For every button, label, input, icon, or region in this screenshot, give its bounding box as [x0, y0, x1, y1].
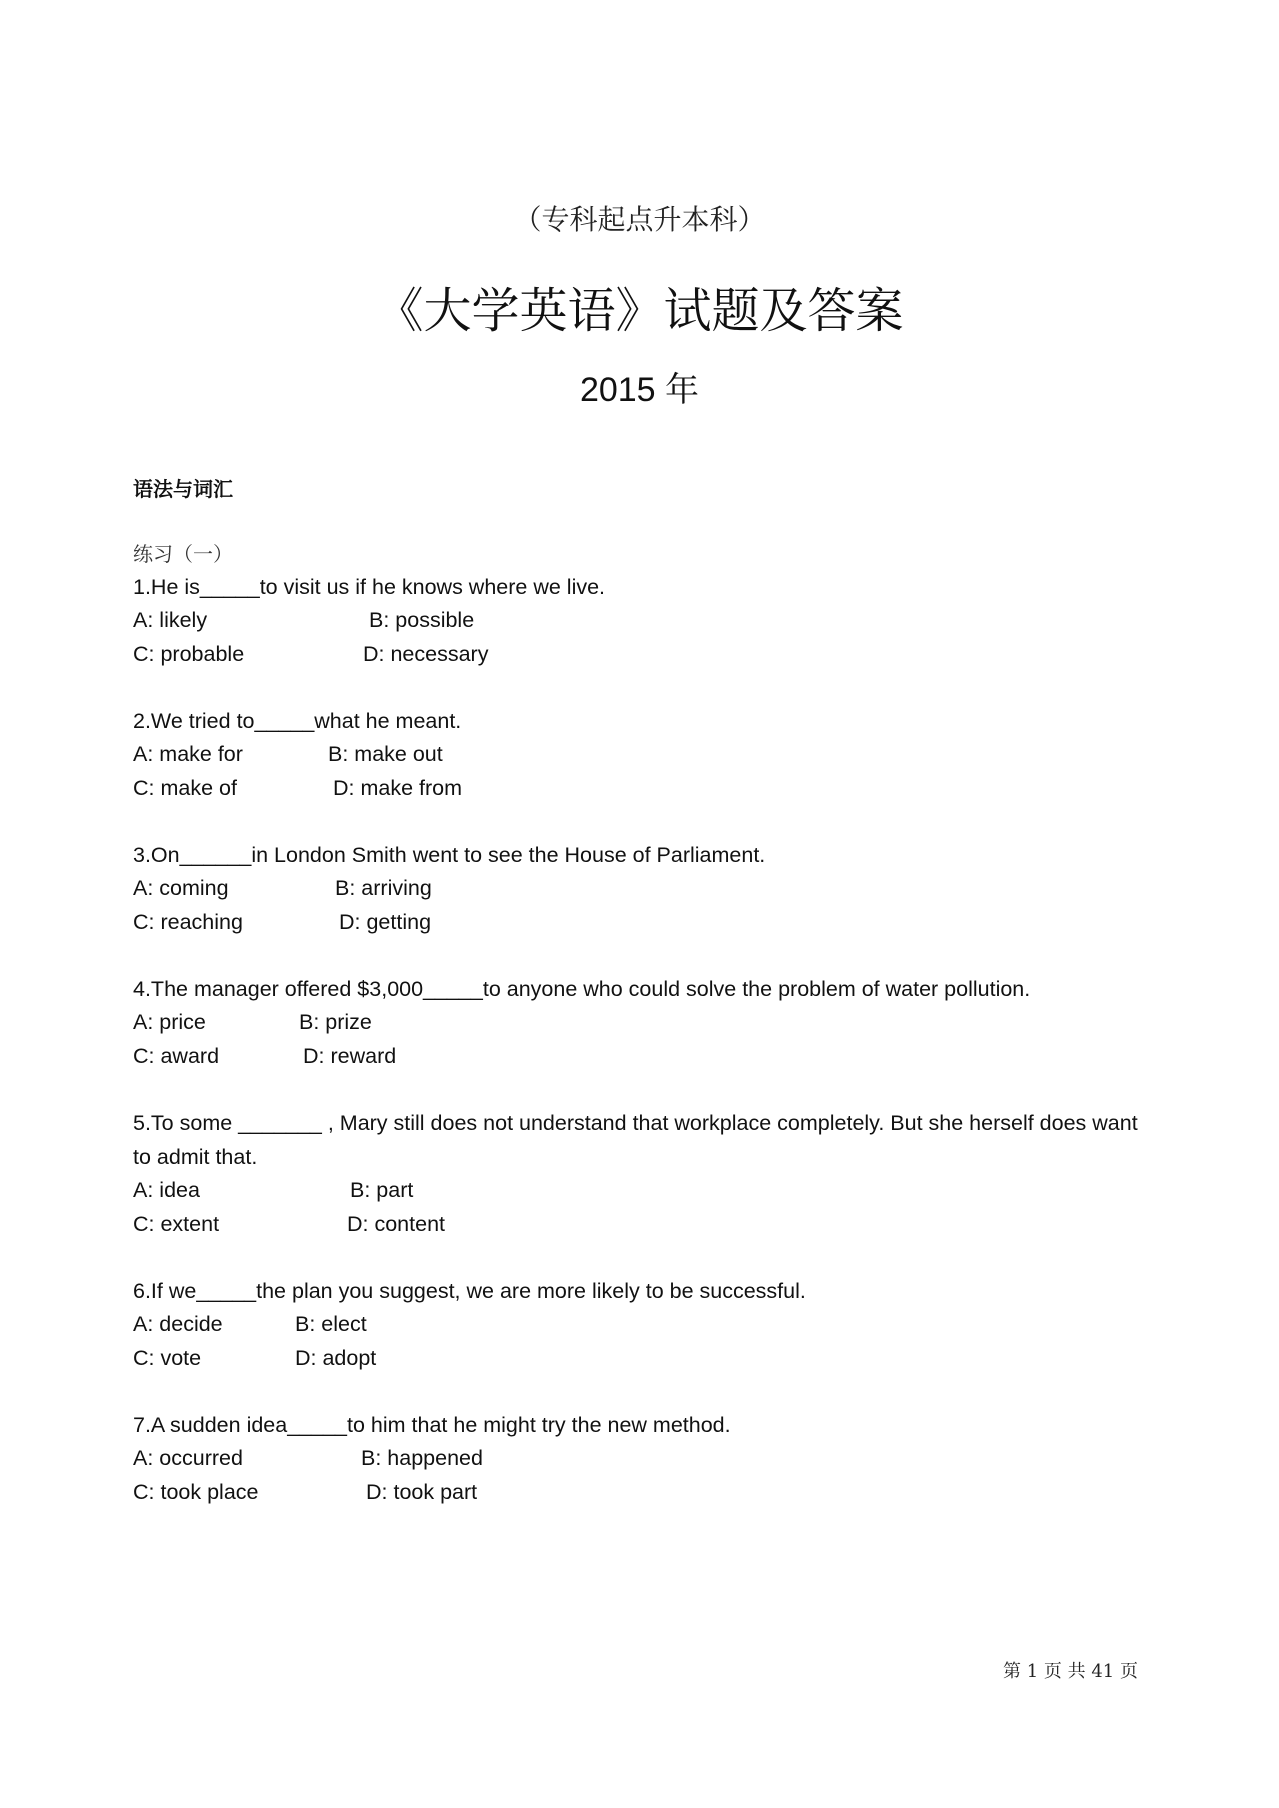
question-6 [133, 1274, 1153, 1375]
option-d: D: took part [366, 1479, 478, 1504]
option-b: B: elect [295, 1312, 367, 1336]
option-c: C: award [133, 1043, 220, 1068]
option-b: B: part [350, 1178, 414, 1202]
exercise-heading: 练习（一） [133, 542, 233, 566]
option-b: B: possible [369, 608, 475, 632]
question-7 [133, 1408, 1153, 1509]
question-text: 3.On______in London Smith went to see the House of Parliament. [133, 843, 766, 867]
question-list [133, 570, 1153, 1542]
option-d: D: make from [333, 775, 463, 800]
option-row [133, 1442, 1153, 1476]
option-row [133, 1006, 1153, 1040]
option-d: D: reward [303, 1043, 397, 1068]
option-a: A: occurred [133, 1446, 243, 1470]
option-a: A: coming [133, 876, 229, 900]
option-b: B: happened [361, 1446, 483, 1470]
option-a: A: price [133, 1010, 206, 1034]
option-row [133, 772, 1153, 806]
option-b: B: make out [328, 742, 443, 766]
question-2 [133, 704, 1153, 805]
option-c: C: make of [133, 775, 237, 800]
option-a: A: make for [133, 742, 243, 766]
option-row [133, 638, 1153, 672]
option-c: C: probable [133, 641, 245, 666]
option-row [133, 1040, 1153, 1074]
option-c: C: reaching [133, 909, 243, 934]
question-3 [133, 838, 1153, 939]
option-row [133, 604, 1153, 638]
option-row [133, 1476, 1153, 1510]
question-text: 5.To some _______ , Mary still does not understand that workplace completely. But she herself does want to admit that. [133, 1111, 1144, 1169]
question-text: 2.We tried to_____what he meant. [133, 709, 462, 733]
page-number: 第 1 页 共 41 页 [1003, 1661, 1138, 1682]
document-subtitle: （专科起点升本科） [513, 203, 766, 236]
question-text: 4.The manager offered $3,000_____to anyone who could solve the problem of water pollution. [133, 977, 1031, 1001]
option-row [133, 906, 1153, 940]
option-c: C: took place [133, 1479, 259, 1504]
option-d: D: getting [339, 909, 432, 934]
option-c: C: extent [133, 1211, 220, 1236]
option-d: D: necessary [363, 641, 489, 666]
option-row [133, 1308, 1153, 1342]
question-text: 7.A sudden idea_____to him that he might try the new method. [133, 1413, 731, 1437]
option-d: D: adopt [295, 1345, 377, 1370]
document-year: 2015 年 [579, 371, 700, 409]
question-1 [133, 570, 1153, 671]
question-text: 1.He is_____to visit us if he knows where we live. [133, 575, 606, 599]
option-a: A: decide [133, 1312, 223, 1336]
question-5 [133, 1106, 1153, 1241]
option-a: A: likely [133, 608, 208, 632]
option-row [133, 738, 1153, 772]
option-a: A: idea [133, 1178, 200, 1202]
question-text: 6.If we_____the plan you suggest, we are more likely to be successful. [133, 1279, 806, 1303]
option-row [133, 1174, 1153, 1208]
option-d: D: content [347, 1211, 445, 1236]
option-b: B: prize [299, 1010, 372, 1034]
option-row [133, 1208, 1153, 1242]
option-c: C: vote [133, 1345, 202, 1370]
option-row [133, 1342, 1153, 1376]
option-row [133, 872, 1153, 906]
question-4 [133, 972, 1153, 1073]
document-title: 《大学英语》试题及答案 [375, 283, 904, 339]
option-b: B: arriving [335, 876, 432, 900]
section-heading: 语法与词汇 [133, 477, 233, 501]
